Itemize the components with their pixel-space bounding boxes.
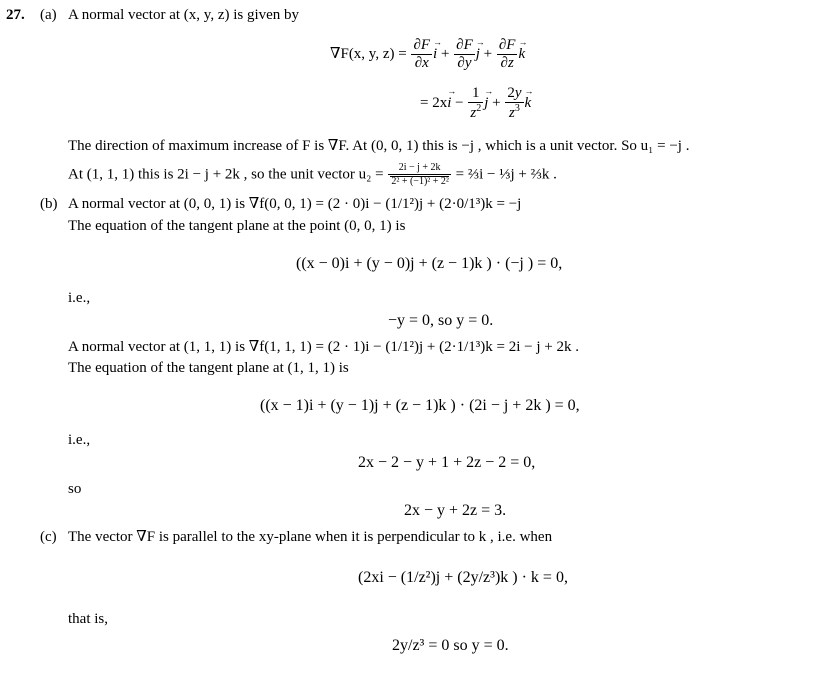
final-plane-equation: 2x − y + 2z = 3. [404,502,507,519]
normal-vector-000: A normal vector at (0, 0, 1) is ∇f(0, 0, 1) = (2 · 0)i − (1/1²)j + (2·0/1³)k = −j [68,196,522,212]
part-a-intro: A normal vector at (x, y, z) is given by [68,7,300,23]
normal-vector-111: A normal vector at (1, 1, 1) is ∇f(1, 1, 1) = (2 · 1)i − (1/1²)j + (2·1/1³)k = 2i − j + 2k . [68,339,579,355]
part-a-label: (a) [40,7,57,23]
equation-y-zero: −y = 0, so y = 0. [388,312,494,329]
part-c-text: The vector ∇F is parallel to the xy-plane when it is perpendicular to k , i.e. when [68,529,553,545]
tangent-intro-111: The equation of the tangent plane at (1, 1, 1) is [68,360,349,376]
ie-label-2: i.e., [68,432,91,448]
problem-number: 27. [6,7,25,23]
unit-vector-fraction: $\frac{2i - j + 2k}{\text{2² + (−1)² + 2²}}$ [388,163,451,187]
result-equation: 2y/z³ = 0 so y = 0. [392,637,509,654]
plane-equation-111: ((x − 1)i + (y − 1)j + (z − 1)k ) · (2i − j + 2k ) = 0, [260,397,580,414]
unit-vector-line [68,163,557,187]
gradient-lhs: ∇F(x, y, z) = [330,45,407,62]
gradient-evaluated: = 2xi → − $\frac{1}{z^2}$ j → + $\frac{2y}{z^3}$ k → [420,86,531,121]
tangent-intro-000: The equation of the tangent plane at the point (0, 0, 1) is [68,218,406,234]
perpendicular-equation: (2xi − (1/z²)j + (2y/z³)k ) · k = 0, [358,569,568,586]
part-b-label: (b) [40,196,58,212]
gradient-equation: ∇F(x, y, z) = $\frac{\partial F}{\partial x}$ i → + $\frac{\partial F}{\partial y}$ j → + $\frac{\partial F}{\partial z}$ k → [330,38,525,71]
expanded-equation: 2x − 2 − y + 1 + 2z − 2 = 0, [358,454,536,471]
direction-text: The direction of maximum increase of F is ∇F. At (0, 0, 1) this is −j , which is a unit vector. So u₁ = −j . [68,138,690,154]
ie-label-1: i.e., [68,290,91,306]
so-label: so [68,481,82,497]
that-is-label: that is, [68,611,108,627]
unit-vector-prefix: At (1, 1, 1) this is 2i − j + 2k , so the unit vector u₂ = [68,166,384,183]
plane-equation-000: ((x − 0)i + (y − 0)j + (z − 1)k ) · (−j ) = 0, [296,255,563,272]
unit-vector-result: = ⅔i − ⅓j + ⅔k . [455,166,557,183]
part-c-label: (c) [40,529,57,545]
gradient-eval-prefix: = 2x [420,94,448,111]
